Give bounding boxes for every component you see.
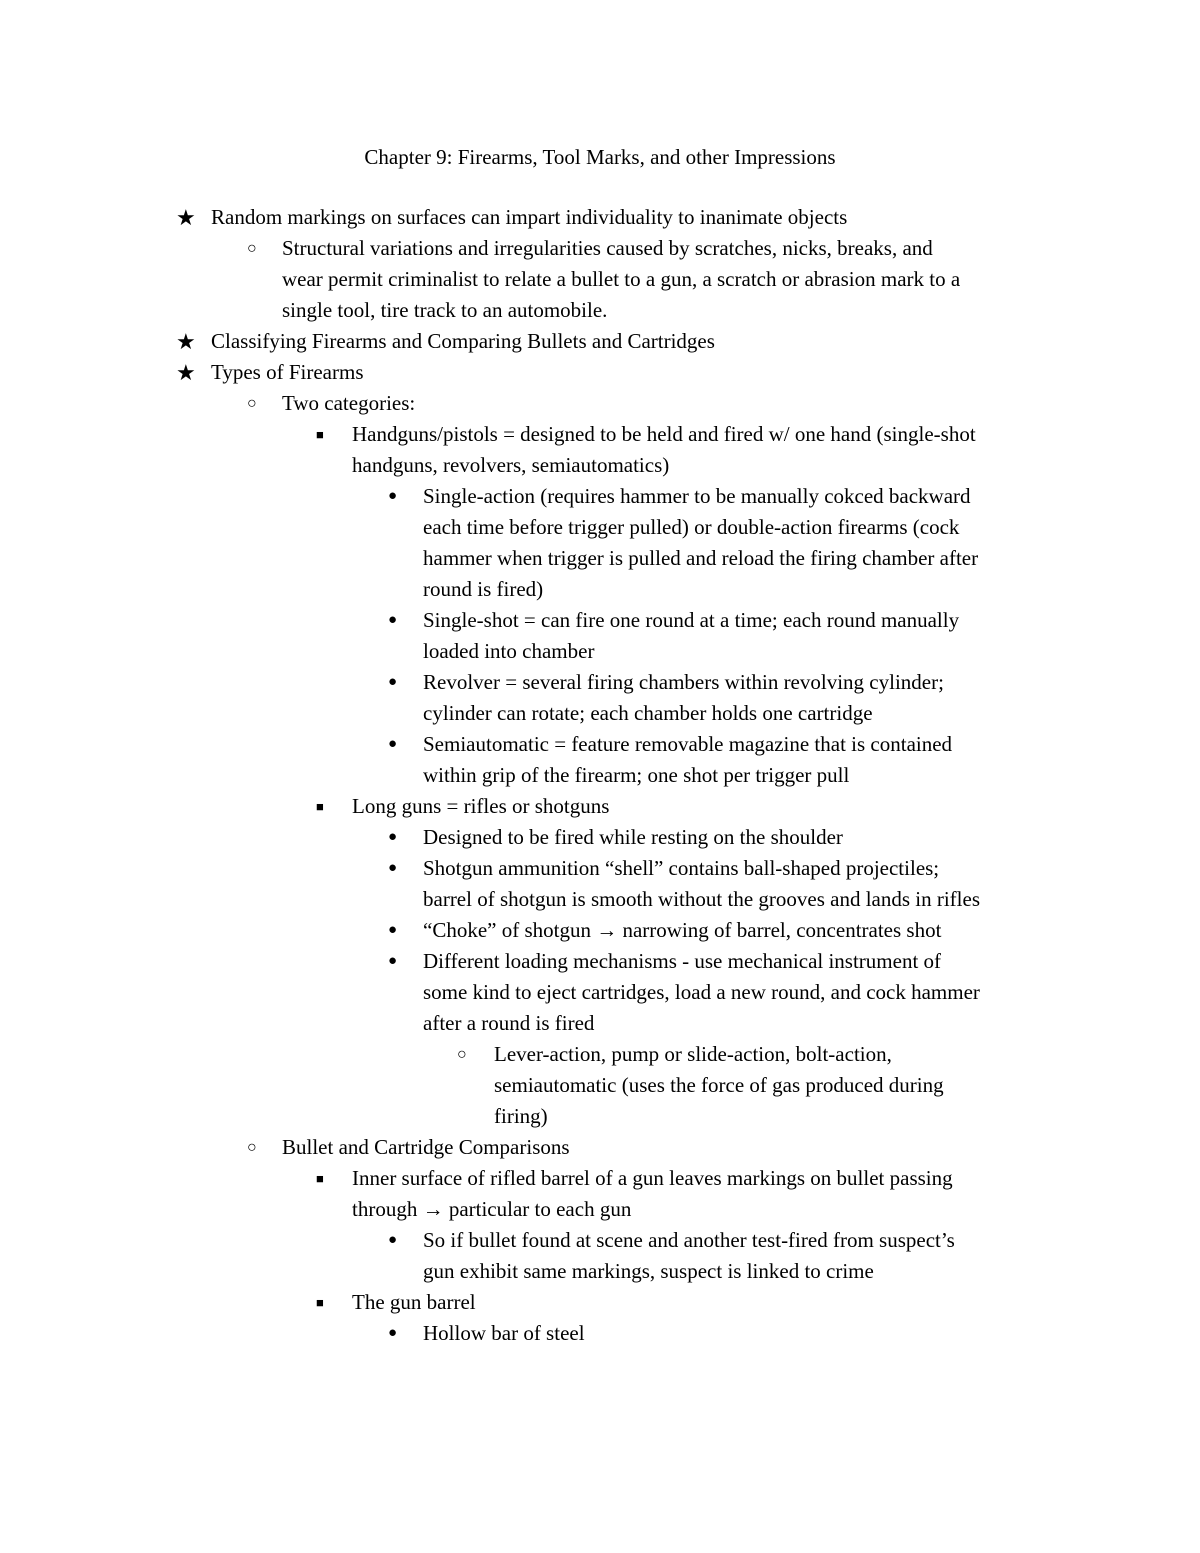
- outline-item-text: Two categories:: [282, 391, 416, 415]
- dot-bullet: ●: [388, 922, 398, 938]
- outline-item-text: firing): [494, 1104, 548, 1128]
- star-bullet: ★: [176, 205, 196, 230]
- square-bullet: ■: [316, 1171, 324, 1186]
- outline-item-text: loaded into chamber: [423, 639, 595, 663]
- outline-item-text: Long guns = rifles or shotguns: [352, 794, 610, 818]
- outline-item-text: after a round is fired: [423, 1011, 595, 1035]
- star-bullet: ★: [176, 329, 196, 354]
- outline-item-text: Random markings on surfaces can impart individuality to inanimate objects: [211, 205, 848, 229]
- outline-item-text: So if bullet found at scene and another test-fired from suspect’s: [423, 1228, 955, 1252]
- dot-bullet: ●: [388, 674, 398, 690]
- outline-item-text: Hollow bar of steel: [423, 1321, 585, 1345]
- square-bullet: ■: [316, 427, 324, 442]
- outline-item-text: Single-shot = can fire one round at a time; each round manually: [423, 608, 960, 632]
- outline-item-text: Semiautomatic = feature removable magazine that is contained: [423, 732, 953, 756]
- circle-bullet: ○: [247, 1139, 257, 1156]
- outline-item-text: Classifying Firearms and Comparing Bullets and Cartridges: [211, 329, 715, 353]
- dot-bullet: ●: [388, 860, 398, 876]
- outline-item-text: Designed to be fired while resting on the shoulder: [423, 825, 843, 849]
- outline-item-text: wear permit criminalist to relate a bullet to a gun, a scratch or abrasion mark to a: [282, 267, 961, 291]
- outline-item-text: The gun barrel: [352, 1290, 476, 1314]
- square-bullet: ■: [316, 799, 324, 814]
- outline-item-text: each time before trigger pulled) or double-action firearms (cock: [423, 515, 960, 539]
- outline-item-text: some kind to eject cartridges, load a new round, and cock hammer: [423, 980, 980, 1004]
- outline-item-text: “Choke” of shotgun → narrowing of barrel, concentrates shot: [423, 918, 942, 942]
- outline-item-text: cylinder can rotate; each chamber holds one cartridge: [423, 701, 873, 725]
- dot-bullet: ●: [388, 612, 398, 628]
- dot-bullet: ●: [388, 953, 398, 969]
- outline-item-text: through → particular to each gun: [352, 1197, 632, 1221]
- page-title: Chapter 9: Firearms, Tool Marks, and other Impressions: [364, 145, 836, 169]
- outline-item-text: single tool, tire track to an automobile.: [282, 298, 608, 322]
- circle-bullet: ○: [247, 395, 257, 412]
- star-bullet: ★: [176, 360, 196, 385]
- dot-bullet: ●: [388, 1232, 398, 1248]
- outline-item-text: Inner surface of rifled barrel of a gun leaves markings on bullet passing: [352, 1166, 953, 1190]
- outline-item-text: round is fired): [423, 577, 544, 601]
- outline-item-text: Revolver = several firing chambers within revolving cylinder;: [423, 670, 944, 694]
- outline-item-text: hammer when trigger is pulled and reload the firing chamber after: [423, 546, 979, 570]
- circle-bullet: ○: [457, 1046, 467, 1063]
- outline-item-text: Types of Firearms: [211, 360, 364, 384]
- outline-item-text: gun exhibit same markings, suspect is linked to crime: [423, 1259, 874, 1283]
- outline-item-text: Shotgun ammunition “shell” contains ball-shaped projectiles;: [423, 856, 940, 880]
- circle-bullet: ○: [247, 240, 257, 257]
- dot-bullet: ●: [388, 736, 398, 752]
- outline-item-text: Handguns/pistols = designed to be held and fired w/ one hand (single-shot: [352, 422, 976, 446]
- square-bullet: ■: [316, 1295, 324, 1310]
- outline-item-text: barrel of shotgun is smooth without the grooves and lands in rifles: [423, 887, 981, 911]
- outline-item-text: Lever-action, pump or slide-action, bolt-action,: [494, 1042, 892, 1066]
- dot-bullet: ●: [388, 1325, 398, 1341]
- outline-item-text: Different loading mechanisms - use mechanical instrument of: [423, 949, 942, 973]
- outline-item-text: semiautomatic (uses the force of gas produced during: [494, 1073, 944, 1097]
- outline-item-text: Single-action (requires hammer to be manually cokced backward: [423, 484, 971, 508]
- outline-item-text: handguns, revolvers, semiautomatics): [352, 453, 670, 477]
- dot-bullet: ●: [388, 488, 398, 504]
- dot-bullet: ●: [388, 829, 398, 845]
- outline-item-text: within grip of the firearm; one shot per trigger pull: [423, 763, 850, 787]
- outline-item-text: Bullet and Cartridge Comparisons: [282, 1135, 570, 1159]
- outline-item-text: Structural variations and irregularities caused by scratches, nicks, breaks, and: [282, 236, 933, 260]
